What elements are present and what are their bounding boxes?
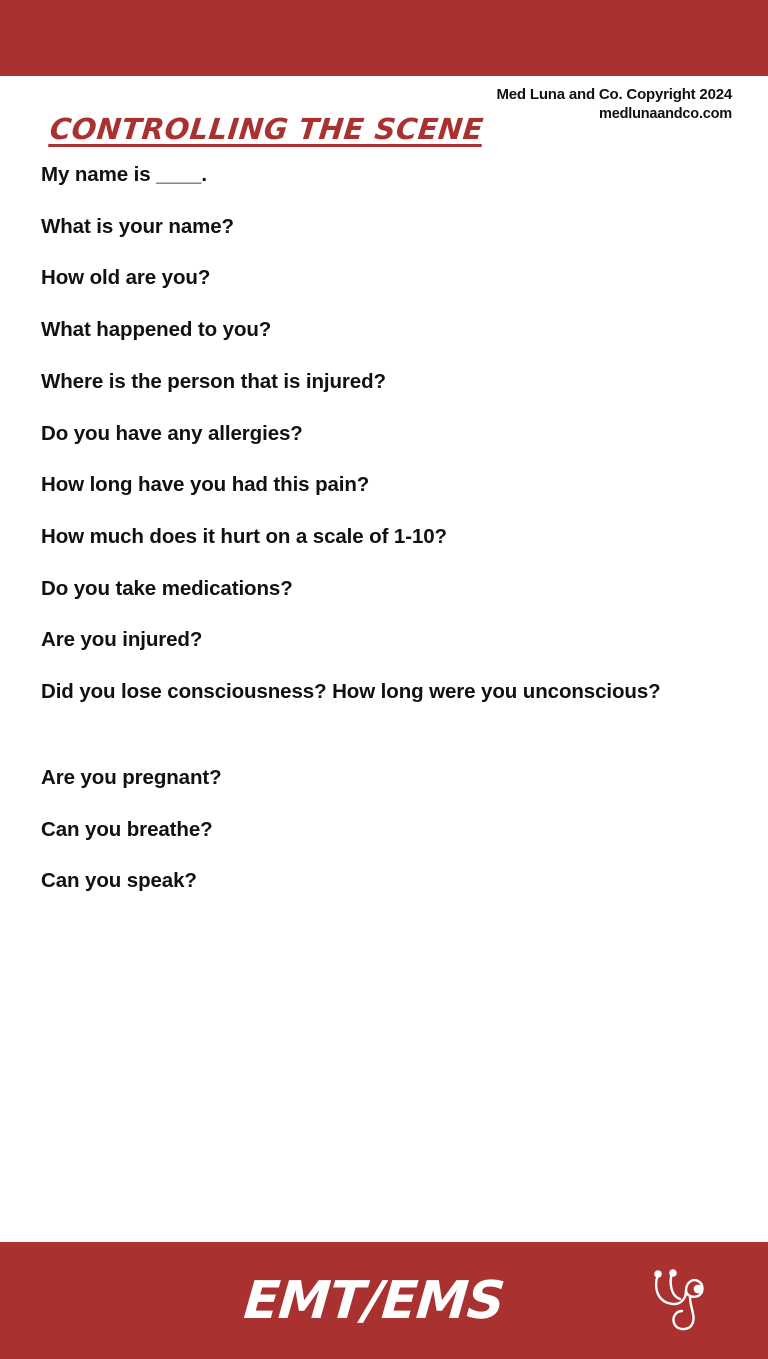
copyright-line-1: Med Luna and Co. Copyright 2024 xyxy=(496,86,732,103)
footer-label: EMT/EMS xyxy=(241,1270,507,1331)
copyright-block xyxy=(497,86,733,123)
list-item: How old are you? xyxy=(41,266,211,290)
list-spacer xyxy=(41,729,681,763)
stethoscope-icon xyxy=(646,1269,716,1333)
list-item: Are you injured? xyxy=(41,628,203,652)
list-item: Do you have any allergies? xyxy=(41,421,303,445)
list-item: Do you take medications? xyxy=(41,576,293,600)
list-item: Did you lose consciousness? How long were you unconscious? xyxy=(41,680,661,704)
list-item: Can you breathe? xyxy=(41,817,213,841)
copyright-line-2: medlunaandco.com xyxy=(599,105,732,122)
list-item: My name is ____. xyxy=(41,163,207,186)
list-item: What happened to you? xyxy=(41,318,272,342)
list-item: How long have you had this pain? xyxy=(41,473,370,497)
list-item: Can you speak? xyxy=(41,869,197,893)
top-color-band xyxy=(0,0,768,76)
bottom-color-band xyxy=(0,1242,768,1359)
list-item: Are you pregnant? xyxy=(41,765,222,789)
list-item: What is your name? xyxy=(41,214,234,238)
page-title: CONTROLLING THE SCENE xyxy=(48,112,486,146)
list-item: Where is the person that is injured? xyxy=(41,369,386,393)
list-item: How much does it hurt on a scale of 1-10? xyxy=(41,525,447,549)
phrase-list xyxy=(41,160,681,918)
